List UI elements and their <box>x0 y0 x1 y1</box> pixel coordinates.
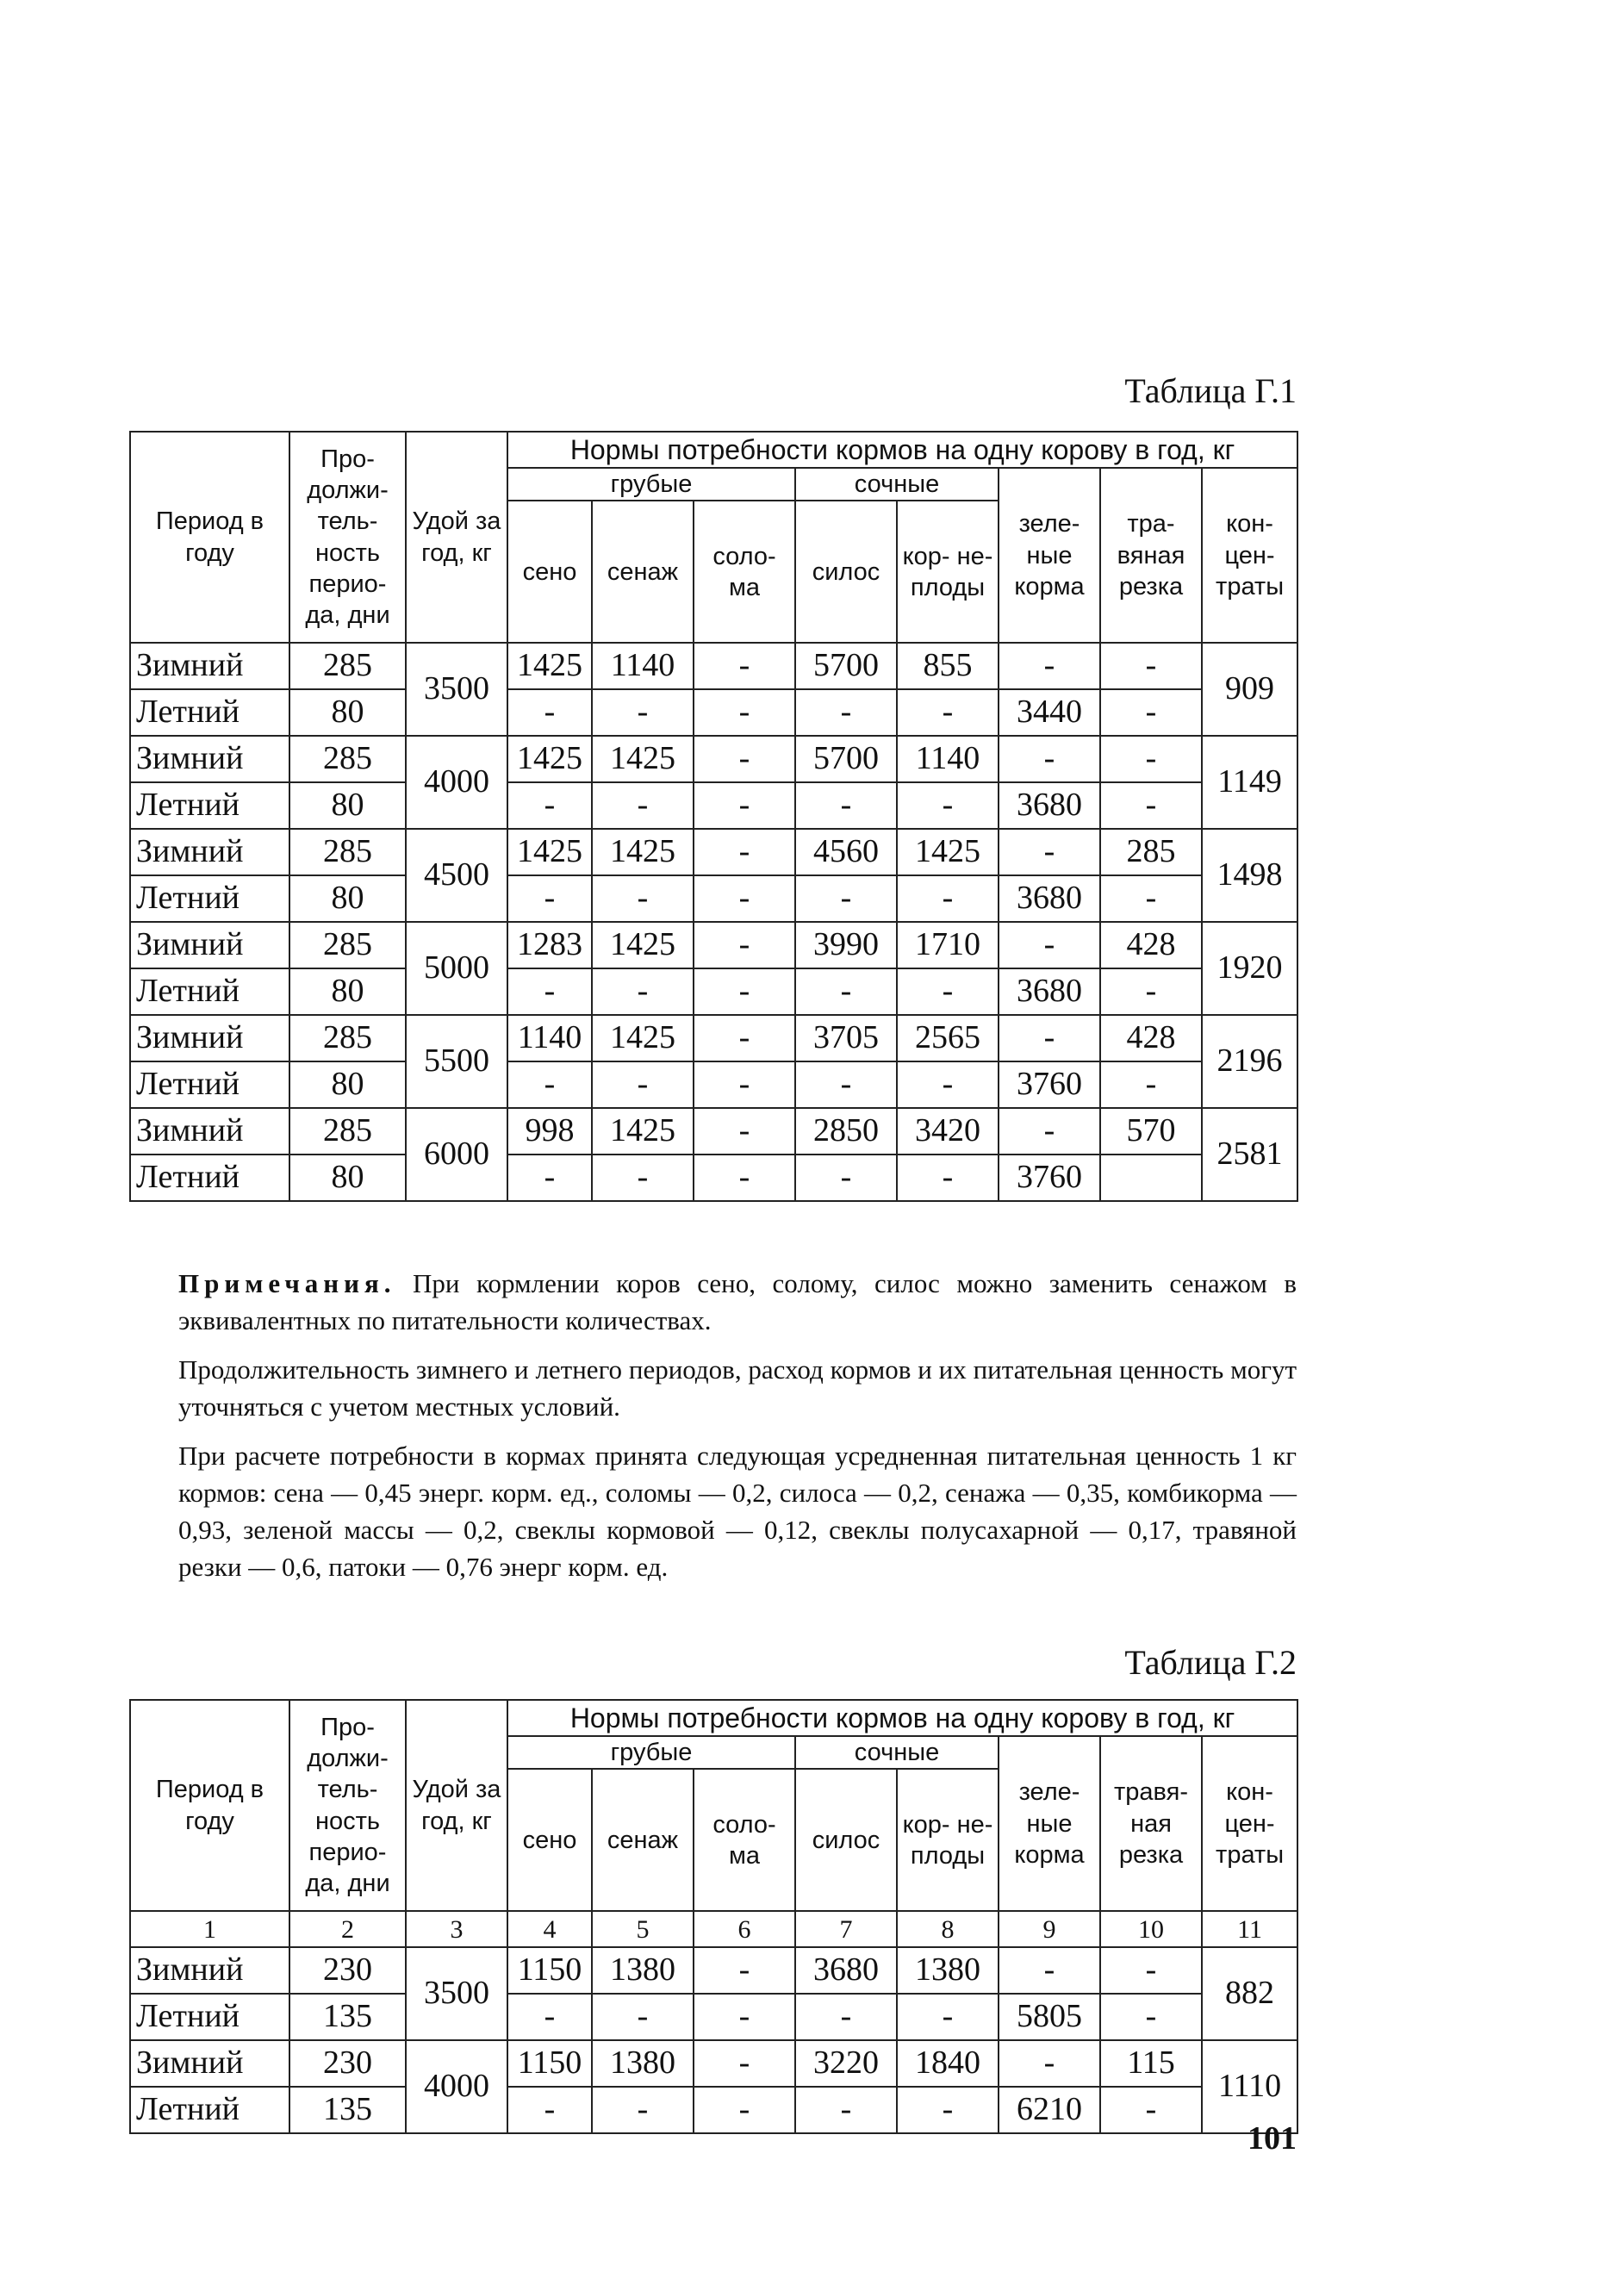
header-hay: сено <box>507 501 592 643</box>
table-row <box>130 1108 1297 1155</box>
cell-roots: 1425 <box>897 829 999 875</box>
table-row <box>130 1994 1297 2040</box>
cell-concentrates: 882 <box>1202 1947 1297 2040</box>
cell-period: Летний <box>130 782 289 829</box>
header-period: Период в году <box>130 1700 289 1911</box>
cell-hay: 1425 <box>507 643 592 689</box>
cell-grass-cut: - <box>1100 689 1202 736</box>
header-concentrates: кон- цен- траты <box>1202 1736 1297 1911</box>
cell-haylage: 1425 <box>592 1015 694 1061</box>
header-straw: соло- ма <box>694 1769 795 1911</box>
column-number: 10 <box>1100 1911 1202 1947</box>
header-silage: силос <box>795 1769 897 1911</box>
feed-norms-table-2 <box>129 1699 1298 2134</box>
cell-duration: 135 <box>289 1994 406 2040</box>
column-number-row <box>130 1911 1297 1947</box>
cell-haylage: - <box>592 1994 694 2040</box>
cell-roots: - <box>897 1155 999 1201</box>
cell-period: Летний <box>130 1061 289 1108</box>
cell-period: Зимний <box>130 736 289 782</box>
header-succulent: сочные <box>795 1736 999 1769</box>
column-number: 2 <box>289 1911 406 1947</box>
cell-hay: 1283 <box>507 922 592 968</box>
cell-green: 3680 <box>999 968 1100 1015</box>
cell-haylage: - <box>592 689 694 736</box>
cell-hay: - <box>507 1155 592 1201</box>
cell-straw: - <box>694 1994 795 2040</box>
cell-silage: - <box>795 782 897 829</box>
cell-haylage: 1425 <box>592 736 694 782</box>
header-straw: соло- ма <box>694 501 795 643</box>
cell-period: Летний <box>130 1155 289 1201</box>
cell-green: - <box>999 736 1100 782</box>
cell-yield: 5000 <box>406 922 507 1015</box>
cell-grass-cut: 428 <box>1100 922 1202 968</box>
cell-silage: 4560 <box>795 829 897 875</box>
notes-paragraph-1: При кормлении коров сено, солому, силос можно заменить сенажом в эквивалентных по питательности количествах. <box>178 1268 1297 1335</box>
cell-green: - <box>999 1108 1100 1155</box>
cell-silage: - <box>795 1994 897 2040</box>
table2-caption: Таблица Г.2 <box>1124 1643 1297 1682</box>
cell-period: Летний <box>130 689 289 736</box>
header-norms: Нормы потребности кормов на одну корову в год, кг <box>507 1700 1297 1736</box>
cell-concentrates: 1498 <box>1202 829 1297 922</box>
cell-yield: 5500 <box>406 1015 507 1108</box>
cell-duration: 230 <box>289 2040 406 2087</box>
cell-haylage: - <box>592 968 694 1015</box>
cell-roots: - <box>897 968 999 1015</box>
cell-period: Зимний <box>130 1015 289 1061</box>
cell-straw: - <box>694 1061 795 1108</box>
cell-hay: - <box>507 968 592 1015</box>
table-row <box>130 875 1297 922</box>
cell-straw: - <box>694 875 795 922</box>
cell-roots: - <box>897 1061 999 1108</box>
header-green: зеле- ные корма <box>999 468 1100 643</box>
cell-roots: 1840 <box>897 2040 999 2087</box>
cell-period: Зимний <box>130 1108 289 1155</box>
cell-hay: 998 <box>507 1108 592 1155</box>
cell-haylage: 1425 <box>592 922 694 968</box>
cell-grass-cut: 115 <box>1100 2040 1202 2087</box>
cell-silage: 5700 <box>795 643 897 689</box>
header-hay: сено <box>507 1769 592 1911</box>
cell-green: - <box>999 829 1100 875</box>
cell-grass-cut: - <box>1100 2087 1202 2133</box>
cell-straw: - <box>694 829 795 875</box>
cell-straw: - <box>694 2087 795 2133</box>
cell-haylage: - <box>592 782 694 829</box>
cell-haylage: 1425 <box>592 829 694 875</box>
notes-paragraph-3: При расчете потребности в кормах принята следующая усредненная питательная ценность 1 кг кормов: сена — 0,45 энерг. корм. ед., соломы — 0,2, силоса — 0,2, сенажа — 0,35, комбикорма — 0,93, зеленой массы — 0,2, свеклы кормовой — 0,12, свеклы полусахарной — 0,17, травяной резки — 0,6, патоки — 0,76 энерг корм. ед. <box>178 1441 1297 1582</box>
cell-silage: - <box>795 875 897 922</box>
cell-hay: 1425 <box>507 736 592 782</box>
cell-haylage: 1380 <box>592 1947 694 1994</box>
notes-label: Примечания. <box>178 1268 396 1298</box>
cell-haylage: 1425 <box>592 1108 694 1155</box>
header-succulent: сочные <box>795 468 999 501</box>
column-number: 9 <box>999 1911 1100 1947</box>
cell-green: 5805 <box>999 1994 1100 2040</box>
cell-straw: - <box>694 1015 795 1061</box>
table-row <box>130 2040 1297 2087</box>
table2-column-numbers <box>130 1911 1297 1947</box>
column-number: 5 <box>592 1911 694 1947</box>
cell-silage: - <box>795 968 897 1015</box>
header-rough: грубые <box>507 468 795 501</box>
table-row <box>130 782 1297 829</box>
header-grass-cut: травя- ная резка <box>1100 1736 1202 1911</box>
header-period: Период в году <box>130 432 289 643</box>
column-number: 11 <box>1202 1911 1297 1947</box>
cell-grass-cut: - <box>1100 1061 1202 1108</box>
cell-period: Летний <box>130 1994 289 2040</box>
cell-haylage: - <box>592 875 694 922</box>
cell-silage: 3220 <box>795 2040 897 2087</box>
cell-green: - <box>999 1947 1100 1994</box>
cell-green: - <box>999 922 1100 968</box>
cell-period: Зимний <box>130 643 289 689</box>
column-number: 1 <box>130 1911 289 1947</box>
header-duration: Про- должи- тель- ность перио- да, дни <box>289 432 406 643</box>
column-number: 7 <box>795 1911 897 1947</box>
cell-green: 3760 <box>999 1061 1100 1108</box>
feed-norms-table-1 <box>129 431 1298 1202</box>
cell-silage: - <box>795 689 897 736</box>
header-roots: кор- не- плоды <box>897 1769 999 1911</box>
cell-grass-cut: - <box>1100 782 1202 829</box>
cell-roots: 1140 <box>897 736 999 782</box>
table-row <box>130 829 1297 875</box>
cell-grass-cut: - <box>1100 643 1202 689</box>
cell-grass-cut: - <box>1100 875 1202 922</box>
cell-duration: 80 <box>289 1155 406 1201</box>
cell-period: Зимний <box>130 2040 289 2087</box>
cell-hay: - <box>507 1994 592 2040</box>
table-row <box>130 968 1297 1015</box>
cell-grass-cut: - <box>1100 736 1202 782</box>
cell-grass-cut: - <box>1100 1994 1202 2040</box>
cell-yield: 4000 <box>406 736 507 829</box>
cell-straw: - <box>694 643 795 689</box>
cell-grass-cut: - <box>1100 968 1202 1015</box>
cell-straw: - <box>694 736 795 782</box>
cell-yield: 4500 <box>406 829 507 922</box>
cell-green: 3680 <box>999 875 1100 922</box>
header-grass-cut: тра- вяная резка <box>1100 468 1202 643</box>
column-number: 4 <box>507 1911 592 1947</box>
table2-body <box>130 1947 1297 2133</box>
column-number: 8 <box>897 1911 999 1947</box>
cell-silage: - <box>795 1155 897 1201</box>
cell-hay: - <box>507 689 592 736</box>
notes <box>178 1265 1297 1597</box>
cell-period: Летний <box>130 968 289 1015</box>
cell-duration: 285 <box>289 829 406 875</box>
cell-duration: 80 <box>289 689 406 736</box>
cell-roots: 3420 <box>897 1108 999 1155</box>
cell-roots: 1380 <box>897 1947 999 1994</box>
cell-straw: - <box>694 2040 795 2087</box>
cell-roots: - <box>897 689 999 736</box>
cell-yield: 6000 <box>406 1108 507 1201</box>
cell-haylage: - <box>592 1061 694 1108</box>
cell-hay: - <box>507 875 592 922</box>
table1-body <box>130 643 1297 1201</box>
cell-duration: 80 <box>289 968 406 1015</box>
cell-duration: 80 <box>289 782 406 829</box>
header-haylage: сенаж <box>592 501 694 643</box>
cell-silage: 3680 <box>795 1947 897 1994</box>
table-row <box>130 1947 1297 1994</box>
cell-period: Зимний <box>130 829 289 875</box>
header-duration: Про- должи- тель- ность перио- да, дни <box>289 1700 406 1911</box>
cell-duration: 285 <box>289 643 406 689</box>
cell-duration: 135 <box>289 2087 406 2133</box>
table-row <box>130 1015 1297 1061</box>
cell-concentrates: 909 <box>1202 643 1297 736</box>
header-norms: Нормы потребности кормов на одну корову в год, кг <box>507 432 1297 468</box>
cell-straw: - <box>694 1155 795 1201</box>
cell-haylage: 1140 <box>592 643 694 689</box>
cell-grass-cut: 570 <box>1100 1108 1202 1155</box>
header-haylage: сенаж <box>592 1769 694 1911</box>
cell-hay: - <box>507 782 592 829</box>
cell-green: - <box>999 2040 1100 2087</box>
cell-hay: - <box>507 1061 592 1108</box>
cell-silage: - <box>795 2087 897 2133</box>
cell-silage: 3990 <box>795 922 897 968</box>
cell-duration: 285 <box>289 922 406 968</box>
cell-roots: 2565 <box>897 1015 999 1061</box>
cell-period: Летний <box>130 875 289 922</box>
cell-green: 3440 <box>999 689 1100 736</box>
cell-hay: 1140 <box>507 1015 592 1061</box>
cell-green: - <box>999 1015 1100 1061</box>
column-number: 6 <box>694 1911 795 1947</box>
cell-hay: - <box>507 2087 592 2133</box>
cell-silage: - <box>795 1061 897 1108</box>
cell-grass-cut: 285 <box>1100 829 1202 875</box>
cell-yield: 4000 <box>406 2040 507 2133</box>
cell-period: Зимний <box>130 1947 289 1994</box>
header-green: зеле- ные корма <box>999 1736 1100 1911</box>
table-row <box>130 1155 1297 1201</box>
header-rough: грубые <box>507 1736 795 1769</box>
cell-concentrates: 1920 <box>1202 922 1297 1015</box>
cell-grass-cut: - <box>1100 1947 1202 1994</box>
cell-grass-cut <box>1100 1155 1202 1201</box>
cell-straw: - <box>694 1108 795 1155</box>
table1-caption: Таблица Г.1 <box>1124 371 1297 410</box>
cell-hay: 1150 <box>507 1947 592 1994</box>
cell-roots: - <box>897 1994 999 2040</box>
header-concentrates: кон- цен- траты <box>1202 468 1297 643</box>
cell-green: 3760 <box>999 1155 1100 1201</box>
cell-straw: - <box>694 968 795 1015</box>
cell-silage: 5700 <box>795 736 897 782</box>
cell-roots: - <box>897 782 999 829</box>
cell-concentrates: 2581 <box>1202 1108 1297 1201</box>
cell-duration: 285 <box>289 1015 406 1061</box>
cell-silage: 3705 <box>795 1015 897 1061</box>
header-yield: Удой за год, кг <box>406 432 507 643</box>
cell-concentrates: 2196 <box>1202 1015 1297 1108</box>
column-number: 3 <box>406 1911 507 1947</box>
cell-duration: 285 <box>289 736 406 782</box>
cell-roots: - <box>897 2087 999 2133</box>
page-number: 101 <box>1248 2120 1297 2157</box>
table-row <box>130 736 1297 782</box>
cell-haylage: 1380 <box>592 2040 694 2087</box>
header-silage: силос <box>795 501 897 643</box>
cell-green: 6210 <box>999 2087 1100 2133</box>
cell-silage: 2850 <box>795 1108 897 1155</box>
cell-concentrates: 1149 <box>1202 736 1297 829</box>
header-roots: кор- не- плоды <box>897 501 999 643</box>
cell-hay: 1425 <box>507 829 592 875</box>
cell-yield: 3500 <box>406 643 507 736</box>
cell-duration: 285 <box>289 1108 406 1155</box>
cell-yield: 3500 <box>406 1947 507 2040</box>
cell-haylage: - <box>592 1155 694 1201</box>
cell-straw: - <box>694 689 795 736</box>
table-row <box>130 689 1297 736</box>
cell-period: Зимний <box>130 922 289 968</box>
notes-paragraph-2: Продолжительность зимнего и летнего периодов, расход кормов и их питательная ценность могут уточняться с учетом местных условий. <box>178 1354 1297 1422</box>
cell-roots: - <box>897 875 999 922</box>
table-row <box>130 1061 1297 1108</box>
cell-green: - <box>999 643 1100 689</box>
cell-roots: 1710 <box>897 922 999 968</box>
table-row <box>130 643 1297 689</box>
table-row <box>130 922 1297 968</box>
cell-duration: 230 <box>289 1947 406 1994</box>
cell-haylage: - <box>592 2087 694 2133</box>
table-row <box>130 2087 1297 2133</box>
cell-green: 3680 <box>999 782 1100 829</box>
cell-grass-cut: 428 <box>1100 1015 1202 1061</box>
cell-roots: 855 <box>897 643 999 689</box>
cell-straw: - <box>694 782 795 829</box>
cell-concentrates: 1110 <box>1202 2040 1297 2133</box>
cell-hay: 1150 <box>507 2040 592 2087</box>
cell-straw: - <box>694 922 795 968</box>
header-yield: Удой за год, кг <box>406 1700 507 1911</box>
cell-duration: 80 <box>289 1061 406 1108</box>
cell-duration: 80 <box>289 875 406 922</box>
cell-period: Летний <box>130 2087 289 2133</box>
cell-straw: - <box>694 1947 795 1994</box>
